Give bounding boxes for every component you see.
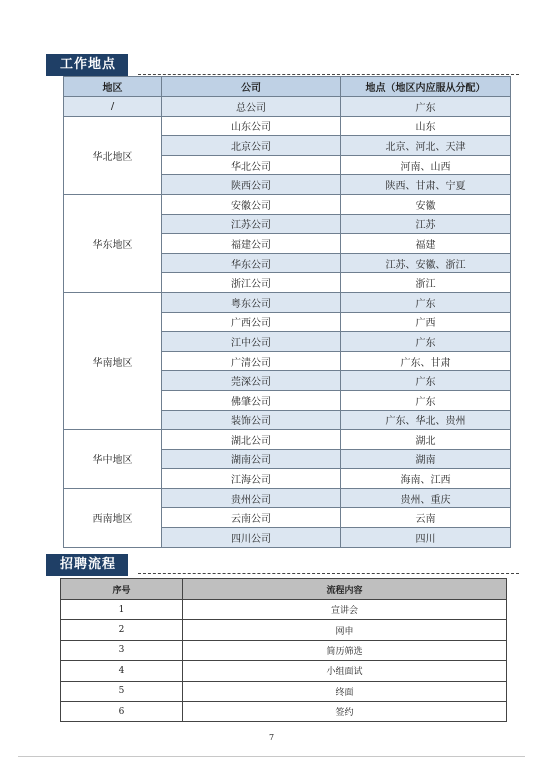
table-row xyxy=(61,681,507,701)
company-cell: 广西公司 xyxy=(162,312,341,332)
step-number-cell: 1 xyxy=(61,600,183,620)
company-cell: 广清公司 xyxy=(162,351,341,371)
location-cell: 广东 xyxy=(341,332,511,352)
location-cell: 山东 xyxy=(341,116,511,136)
work-location-table xyxy=(63,76,511,548)
table-row xyxy=(61,701,507,721)
company-cell: 云南公司 xyxy=(162,508,341,528)
location-cell: 广东 xyxy=(341,292,511,312)
section-title-recruit-process: 招聘流程 xyxy=(46,554,128,576)
table-row xyxy=(61,640,507,660)
step-content-cell: 终面 xyxy=(183,681,507,701)
header-no: 序号 xyxy=(61,579,183,600)
table-row xyxy=(61,600,507,620)
table-row xyxy=(61,620,507,640)
region-cell: 西南地区 xyxy=(64,488,162,547)
location-cell: 云南 xyxy=(341,508,511,528)
company-cell: 山东公司 xyxy=(162,116,341,136)
location-cell: 湖南 xyxy=(341,449,511,469)
table-row xyxy=(64,97,511,117)
company-cell: 总公司 xyxy=(162,97,341,117)
table-header-row xyxy=(64,77,511,97)
region-cell: 华中地区 xyxy=(64,430,162,489)
company-cell: 湖南公司 xyxy=(162,449,341,469)
company-cell: 莞深公司 xyxy=(162,371,341,391)
location-cell: 广东 xyxy=(341,390,511,410)
company-cell: 粤东公司 xyxy=(162,292,341,312)
table-row xyxy=(64,430,511,450)
company-cell: 浙江公司 xyxy=(162,273,341,293)
footer-rule xyxy=(18,756,525,757)
company-cell: 江苏公司 xyxy=(162,214,341,234)
header-company: 公司 xyxy=(162,77,341,97)
location-cell: 北京、河北、天津 xyxy=(341,136,511,156)
company-cell: 陕西公司 xyxy=(162,175,341,195)
step-number-cell: 5 xyxy=(61,681,183,701)
company-cell: 华东公司 xyxy=(162,253,341,273)
table-row xyxy=(64,116,511,136)
location-cell: 贵州、重庆 xyxy=(341,488,511,508)
header-step: 流程内容 xyxy=(183,579,507,600)
page-number: 7 xyxy=(268,733,275,742)
step-content-cell: 简历筛选 xyxy=(183,640,507,660)
company-cell: 华北公司 xyxy=(162,155,341,175)
step-content-cell: 小组面试 xyxy=(183,661,507,681)
location-cell: 江苏 xyxy=(341,214,511,234)
table-row xyxy=(64,292,511,312)
location-cell: 江苏、安徽、浙江 xyxy=(341,253,511,273)
company-cell: 贵州公司 xyxy=(162,488,341,508)
region-cell: 华南地区 xyxy=(64,292,162,429)
step-content-cell: 宣讲会 xyxy=(183,600,507,620)
location-cell: 广东、甘肃 xyxy=(341,351,511,371)
location-cell: 海南、江西 xyxy=(341,469,511,489)
step-number-cell: 6 xyxy=(61,701,183,721)
region-cell: 华东地区 xyxy=(64,194,162,292)
step-number-cell: 4 xyxy=(61,661,183,681)
company-cell: 福建公司 xyxy=(162,234,341,254)
company-cell: 江中公司 xyxy=(162,332,341,352)
section-title-work-location: 工作地点 xyxy=(46,54,128,76)
company-cell: 佛肇公司 xyxy=(162,390,341,410)
location-cell: 广西 xyxy=(341,312,511,332)
location-cell: 湖北 xyxy=(341,430,511,450)
location-cell: 四川 xyxy=(341,528,511,548)
section-divider xyxy=(138,74,519,75)
location-cell: 河南、山西 xyxy=(341,155,511,175)
location-cell: 安徽 xyxy=(341,194,511,214)
location-cell: 广东、华北、贵州 xyxy=(341,410,511,430)
company-cell: 北京公司 xyxy=(162,136,341,156)
location-cell: 福建 xyxy=(341,234,511,254)
company-cell: 安徽公司 xyxy=(162,194,341,214)
step-number-cell: 2 xyxy=(61,620,183,640)
section-divider xyxy=(138,573,519,574)
recruit-process-table xyxy=(60,578,507,722)
header-region: 地区 xyxy=(64,77,162,97)
table-row xyxy=(61,661,507,681)
table-header-row xyxy=(61,579,507,600)
company-cell: 四川公司 xyxy=(162,528,341,548)
location-cell: 陕西、甘肃、宁夏 xyxy=(341,175,511,195)
region-cell: / xyxy=(64,97,162,117)
header-location: 地点（地区内应服从分配） xyxy=(341,77,511,97)
company-cell: 江海公司 xyxy=(162,469,341,489)
step-content-cell: 签约 xyxy=(183,701,507,721)
step-content-cell: 网申 xyxy=(183,620,507,640)
region-cell: 华北地区 xyxy=(64,116,162,194)
location-cell: 浙江 xyxy=(341,273,511,293)
table-row xyxy=(64,488,511,508)
table-row xyxy=(64,194,511,214)
step-number-cell: 3 xyxy=(61,640,183,660)
company-cell: 湖北公司 xyxy=(162,430,341,450)
location-cell: 广东 xyxy=(341,97,511,117)
company-cell: 装饰公司 xyxy=(162,410,341,430)
location-cell: 广东 xyxy=(341,371,511,391)
